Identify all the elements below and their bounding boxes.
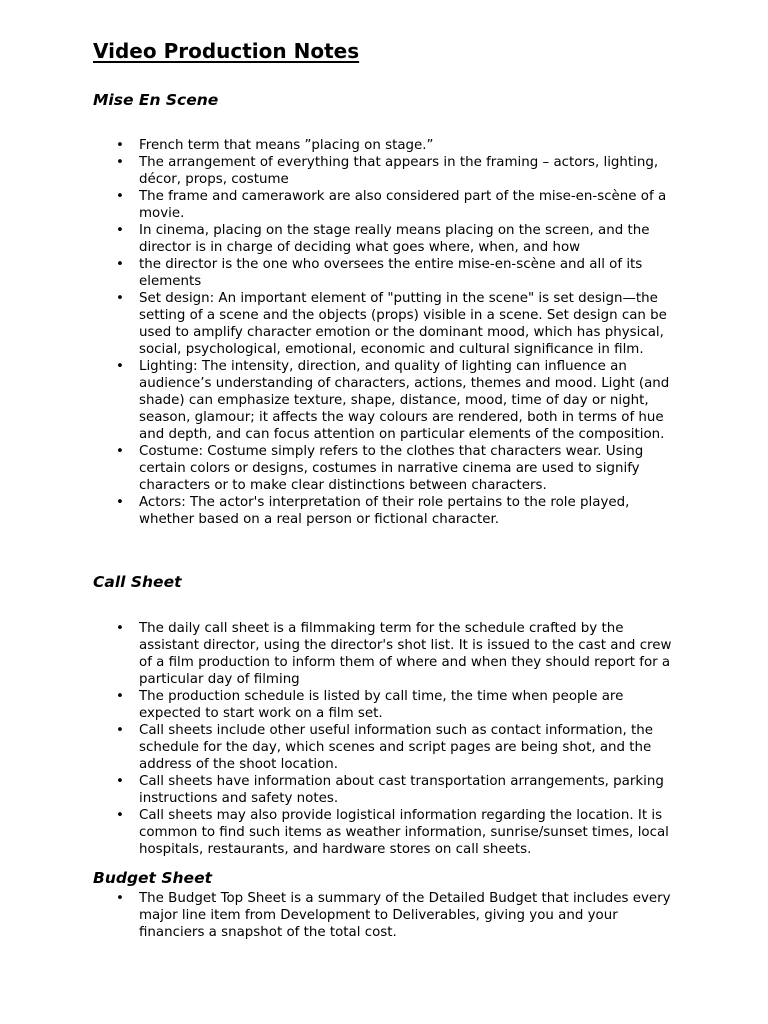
- section-heading-budget-sheet: Budget Sheet: [93, 869, 212, 887]
- bullet-icon: •: [116, 291, 124, 306]
- budget-sheet-list: [0, 890, 768, 941]
- bullet-icon: •: [116, 891, 124, 906]
- list-item-text: In cinema, placing on the stage really means placing on the screen, and the director is in charge of deciding what goes where, when, and how: [139, 223, 650, 255]
- list-item-text: Lighting: The intensity, direction, and quality of lighting can influence an audience’s understanding of characters, actions, themes and mood. Light (and shade) can emphasize texture, shape, distance, mood, time of day or night, season, glamour; it affects the way colours are rendered, both in terms of hue and depth, and can focus attention on particular elements of the composition.: [139, 359, 670, 442]
- list-item: [0, 494, 684, 528]
- bullet-icon: •: [116, 444, 124, 459]
- list-item: [0, 443, 684, 494]
- bullet-icon: •: [116, 495, 124, 510]
- list-item: [0, 620, 684, 688]
- list-item: [0, 188, 684, 222]
- bullet-icon: •: [116, 723, 124, 738]
- bullet-icon: •: [116, 774, 124, 789]
- page-title: Video Production Notes: [93, 39, 360, 63]
- list-item-text: The production schedule is listed by call time, the time when people are expected to start work on a film set.: [139, 689, 624, 721]
- bullet-icon: •: [116, 138, 124, 153]
- bullet-icon: •: [116, 808, 124, 823]
- list-item-text: The daily call sheet is a filmmaking term for the schedule crafted by the assistant director, using the director's shot list. It is issued to the cast and crew of a film production to inform them of where and when they should report for a particular day of filming: [139, 621, 672, 687]
- call-sheet-list: [0, 620, 768, 858]
- bullet-icon: •: [116, 155, 124, 170]
- list-item: [0, 722, 684, 773]
- list-item: [0, 773, 684, 807]
- list-item-text: Set design: An important element of "putting in the scene" is set design—the setting of a scene and the objects (props) visible in a scene. Set design can be used to amplify character emotion or the dominant mood, which has physical, social, psychological, emotional, economic and cultural significance in film.: [139, 291, 667, 357]
- section-heading-call-sheet: Call Sheet: [93, 573, 182, 591]
- list-item-text: Call sheets may also provide logistical information regarding the location. It is common to find such items as weather information, sunrise/sunset times, local hospitals, restaurants, and hardware stores on call sheets.: [139, 808, 669, 857]
- list-item: [0, 222, 684, 256]
- bullet-icon: •: [116, 359, 124, 374]
- list-item: [0, 688, 684, 722]
- list-item: [0, 890, 684, 941]
- list-item-text: Costume: Costume simply refers to the clothes that characters wear. Using certain colors or designs, costumes in narrative cinema are used to signify characters or to make clear distinctions between characters.: [139, 444, 644, 493]
- list-item: [0, 807, 684, 858]
- list-item-text: The arrangement of everything that appears in the framing – actors, lighting, décor, props, costume: [139, 155, 659, 187]
- list-item: [0, 256, 684, 290]
- list-item: [0, 137, 684, 154]
- bullet-icon: •: [116, 621, 124, 636]
- bullet-icon: •: [116, 689, 124, 704]
- list-item-text: the director is the one who oversees the entire mise-en-scène and all of its elements: [139, 257, 643, 289]
- list-item-text: The frame and camerawork are also considered part of the mise-en-scène of a movie.: [139, 189, 667, 221]
- list-item: [0, 290, 684, 358]
- list-item: [0, 154, 684, 188]
- list-item-text: The Budget Top Sheet is a summary of the Detailed Budget that includes every major line item from Development to Deliverables, giving you and your financiers a snapshot of the total cost.: [139, 891, 671, 940]
- bullet-icon: •: [116, 189, 124, 204]
- mise-en-scene-list: [0, 137, 768, 528]
- list-item-text: Call sheets have information about cast transportation arrangements, parking instructions and safety notes.: [139, 774, 664, 806]
- bullet-icon: •: [116, 223, 124, 238]
- section-heading-mise-en-scene: Mise En Scene: [93, 91, 219, 109]
- list-item-text: Actors: The actor's interpretation of their role pertains to the role played, whether based on a real person or fictional character.: [139, 495, 630, 527]
- list-item-text: French term that means ”placing on stage.”: [139, 138, 434, 153]
- list-item: [0, 358, 684, 443]
- bullet-icon: •: [116, 257, 124, 272]
- list-item-text: Call sheets include other useful information such as contact information, the schedule for the day, which scenes and script pages are being shot, and the address of the shoot location.: [139, 723, 653, 772]
